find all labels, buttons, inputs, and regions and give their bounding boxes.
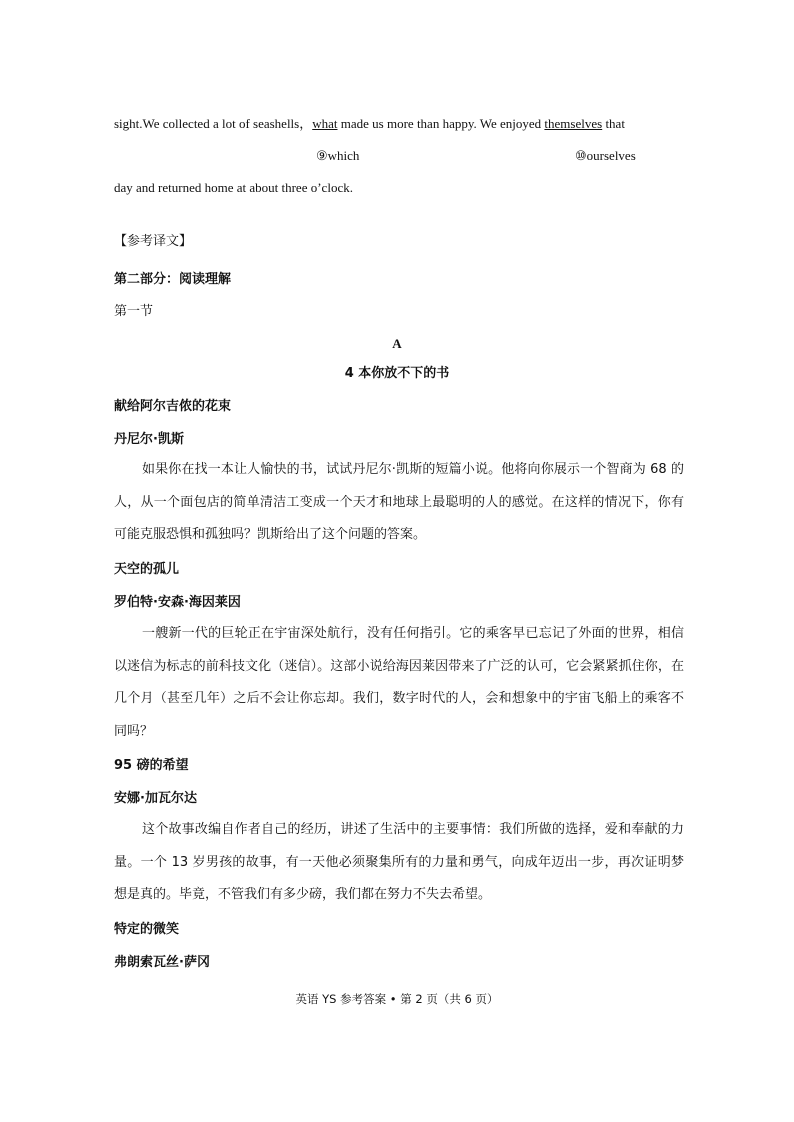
book-summary-2: 一艘新一代的巨轮正在宇宙深处航行，没有任何指引。它的乘客早已忘记了外面的世界，相信以迷信为标志的前科技文化（迷信）。这部小说给海因莱因带来了广泛的认可，它会紧紧抓住你，在几个月（甚至几年）之后不会让你忘却。我们，数字时代的人，会和想象中的宇宙飞船上的乘客不同吗？ [114,626,684,739]
book-author-1: 丹尼尔·凯斯 [114,432,184,447]
passage-text: that [602,116,625,131]
error-word-what: what [312,116,338,131]
correction-10: ⑩ourselves [575,148,636,163]
book-author-4: 弗朗索瓦丝·萨冈 [114,955,210,970]
page-footer: 英语 YS 参考答案 • 第 2 页（共 6 页） [295,992,499,1006]
passage-letter: A [392,336,402,351]
translation-header: 【参考译文】 [114,234,193,249]
passage-line-3: day and returned home at about three o’clock. [114,180,353,195]
book-author-3: 安娜·加瓦尔达 [114,791,197,806]
book-summary-1: 如果你在找一本让人愉快的书，试试丹尼尔·凯斯的短篇小说。他将向你展示一个智商为 68 的人，从一个面包店的简单清洁工变成一个天才和地球上最聪明的人的感觉。在这样的情况下，你有可能克服恐惧和孤独吗？凯斯给出了这个问题的答案。 [114,462,684,542]
error-word-themselves: themselves [544,116,603,131]
book-summary-3: 这个故事改编自作者自己的经历，讲述了生活中的主要事情：我们所做的选择，爱和奉献的力量。一个 13 岁男孩的故事，有一天他必须聚集所有的力量和勇气，向成年迈出一步，再次证明梦想是真的。毕竟，不管我们有多少磅，我们都在努力不失去希望。 [114,822,684,902]
passage-title: 4 本你放不下的书 [344,366,450,381]
passage-text: sight.We collected a lot of seashells， [114,116,313,131]
section-heading: 第一节 [114,304,154,319]
book-title-3: 95 磅的希望 [114,758,189,773]
passage-line-1 [114,114,625,134]
book-title-1: 献给阿尔吉侬的花束 [114,399,232,414]
book-author-2: 罗伯特·安森·海因莱因 [114,595,241,610]
passage-text: made us more than happy. We enjoyed [337,116,545,131]
book-title-2: 天空的孤儿 [114,562,180,577]
correction-9: ⑨which [316,148,360,163]
part-heading: 第二部分：阅读理解 [114,272,232,287]
book-title-4: 特定的微笑 [114,922,180,937]
